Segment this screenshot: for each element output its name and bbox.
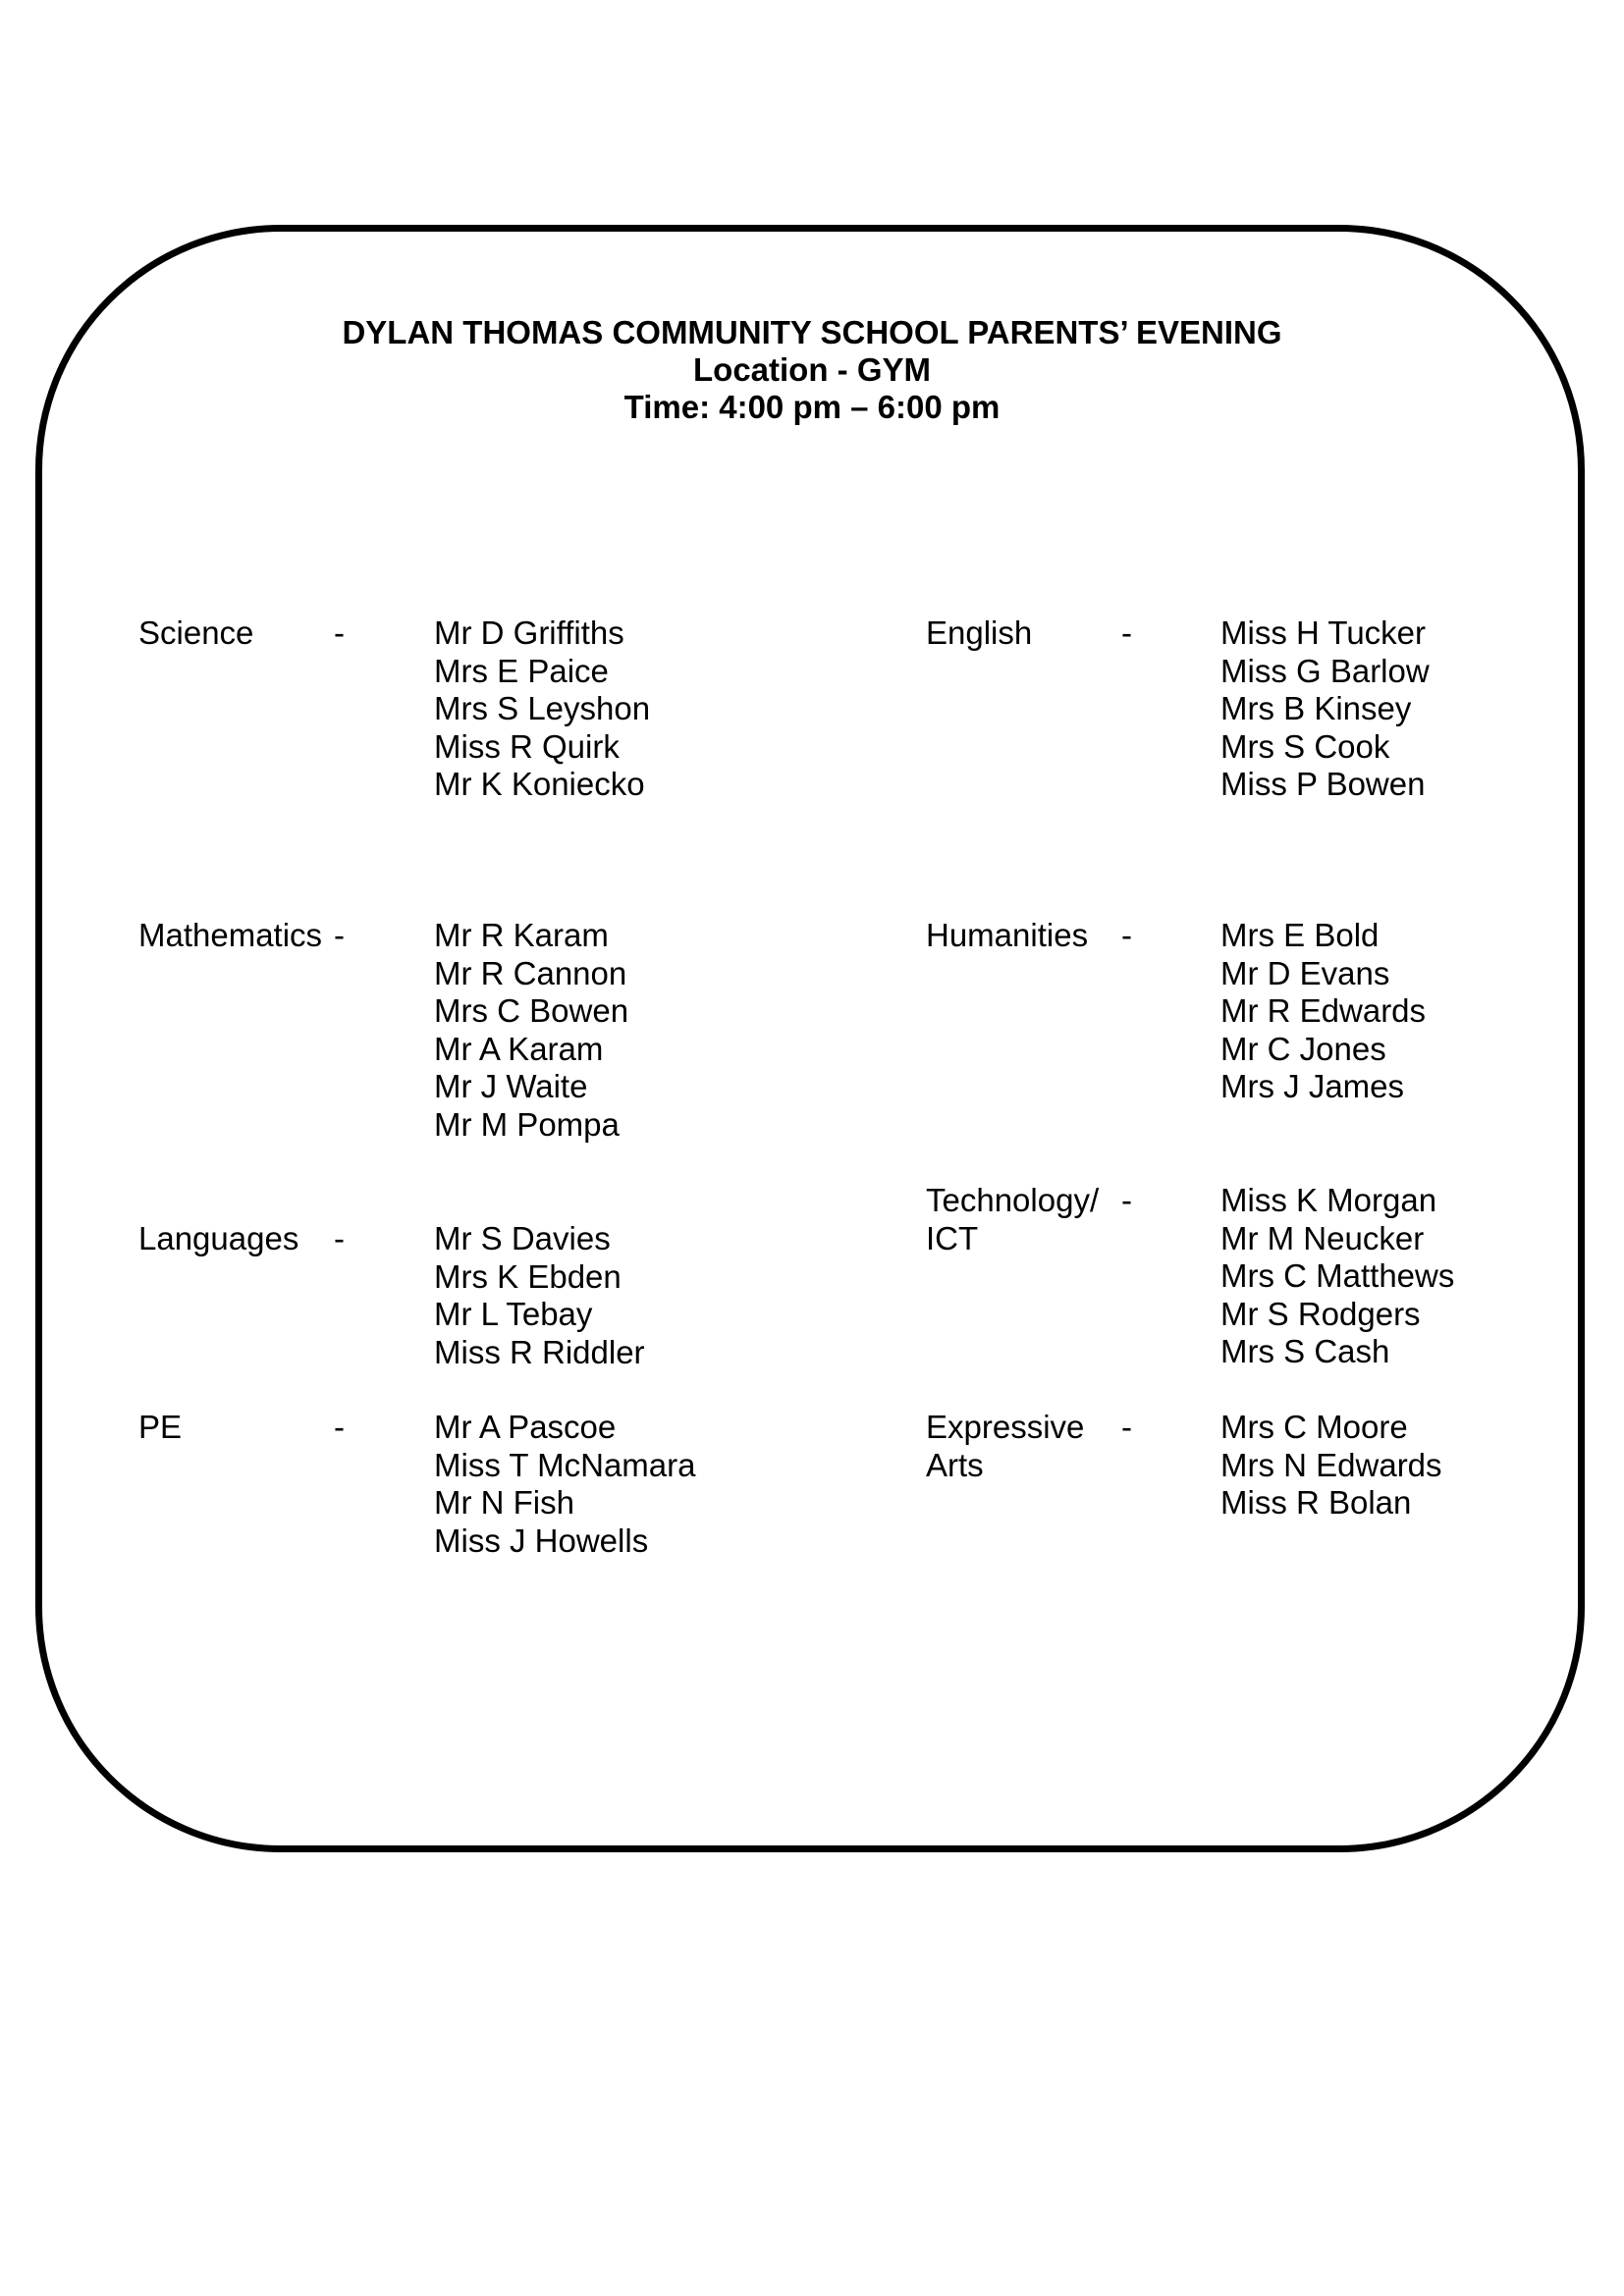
- department-dash: -: [1121, 1409, 1132, 1445]
- staff-name: Mr M Neucker: [1220, 1219, 1425, 1256]
- staff-name: Miss H Tucker: [1220, 614, 1427, 651]
- department-label-humanities: Humanities: [926, 917, 1089, 953]
- staff-list-technology-ict: [1220, 1182, 1454, 1371]
- staff-name: Miss G Barlow: [1220, 652, 1430, 689]
- time-line: Time: 4:00 pm – 6:00 pm: [623, 389, 1001, 425]
- staff-name: Mr R Cannon: [434, 954, 627, 991]
- staff-name: Mrs C Bowen: [434, 992, 629, 1029]
- staff-name: Mrs S Cook: [1220, 727, 1390, 765]
- staff-list-languages: [434, 1220, 645, 1371]
- staff-name: Mr J Waite: [434, 1068, 588, 1104]
- staff-name: Mrs J James: [1220, 1068, 1405, 1104]
- staff-name: Mr L Tebay: [434, 1296, 593, 1332]
- staff-name: Mrs N Edwards: [1220, 1446, 1442, 1483]
- staff-name: Miss R Quirk: [434, 727, 620, 765]
- staff-name: Mr S Davies: [434, 1220, 611, 1256]
- staff-name: Miss J Howells: [434, 1522, 649, 1559]
- staff-name: Miss K Morgan: [1220, 1182, 1437, 1218]
- department-label-languages: Languages: [138, 1220, 299, 1256]
- staff-name: Miss T McNamara: [434, 1446, 696, 1483]
- staff-name: Mr D Griffiths: [434, 614, 624, 651]
- department-label-english: English: [926, 614, 1033, 651]
- staff-name: Mrs C Moore: [1220, 1409, 1408, 1445]
- department-dash: -: [1121, 614, 1132, 651]
- department-dash: -: [334, 1409, 345, 1445]
- staff-name: Mrs C Matthews: [1220, 1257, 1455, 1294]
- staff-name: Miss R Bolan: [1220, 1484, 1412, 1521]
- staff-name: Miss P Bowen: [1220, 766, 1426, 802]
- staff-name: Mrs E Paice: [434, 652, 609, 689]
- staff-name: Mr C Jones: [1220, 1030, 1386, 1067]
- department-label-pe: PE: [138, 1409, 183, 1445]
- staff-name: Mrs S Leyshon: [434, 690, 651, 726]
- staff-list-humanities: [1220, 917, 1426, 1106]
- staff-name: Miss R Riddler: [434, 1333, 645, 1370]
- department-dash: -: [334, 1220, 345, 1256]
- staff-name: Mr M Pompa: [434, 1105, 620, 1143]
- page-title: DYLAN THOMAS COMMUNITY SCHOOL PARENTS’ EVENING: [342, 314, 1282, 350]
- staff-name: Mr S Rodgers: [1220, 1295, 1421, 1332]
- department-label-science: Science: [138, 614, 254, 651]
- location-line: Location - GYM: [693, 351, 931, 388]
- staff-name: Mr N Fish: [434, 1484, 574, 1521]
- department-dash: -: [334, 614, 345, 651]
- staff-name: Mrs S Cash: [1220, 1333, 1390, 1369]
- staff-list-science: [434, 614, 650, 804]
- department-dash: -: [1121, 1182, 1132, 1218]
- department-label-expressive-arts: Expressive Arts: [926, 1409, 1085, 1483]
- staff-list-english: [1220, 614, 1430, 804]
- staff-name: Mrs E Bold: [1220, 917, 1380, 953]
- staff-name: Mr R Edwards: [1220, 992, 1427, 1029]
- department-dash: -: [334, 917, 345, 953]
- staff-name: Mr A Karam: [434, 1030, 604, 1067]
- staff-list-mathematics: [434, 917, 628, 1144]
- department-label-technology-ict: Technology/ ICT: [926, 1182, 1100, 1256]
- staff-name: Mrs B Kinsey: [1220, 690, 1412, 726]
- header: [0, 314, 1624, 426]
- staff-name: Mr D Evans: [1220, 954, 1390, 991]
- staff-list-pe: [434, 1409, 695, 1560]
- department-label-mathematics: Mathematics: [138, 917, 323, 953]
- staff-name: Mr K Koniecko: [434, 766, 645, 802]
- staff-name: Mr A Pascoe: [434, 1409, 617, 1445]
- staff-name: Mr R Karam: [434, 917, 609, 953]
- department-dash: -: [1121, 917, 1132, 953]
- staff-name: Mrs K Ebden: [434, 1257, 622, 1295]
- staff-list-expressive-arts: [1220, 1409, 1442, 1522]
